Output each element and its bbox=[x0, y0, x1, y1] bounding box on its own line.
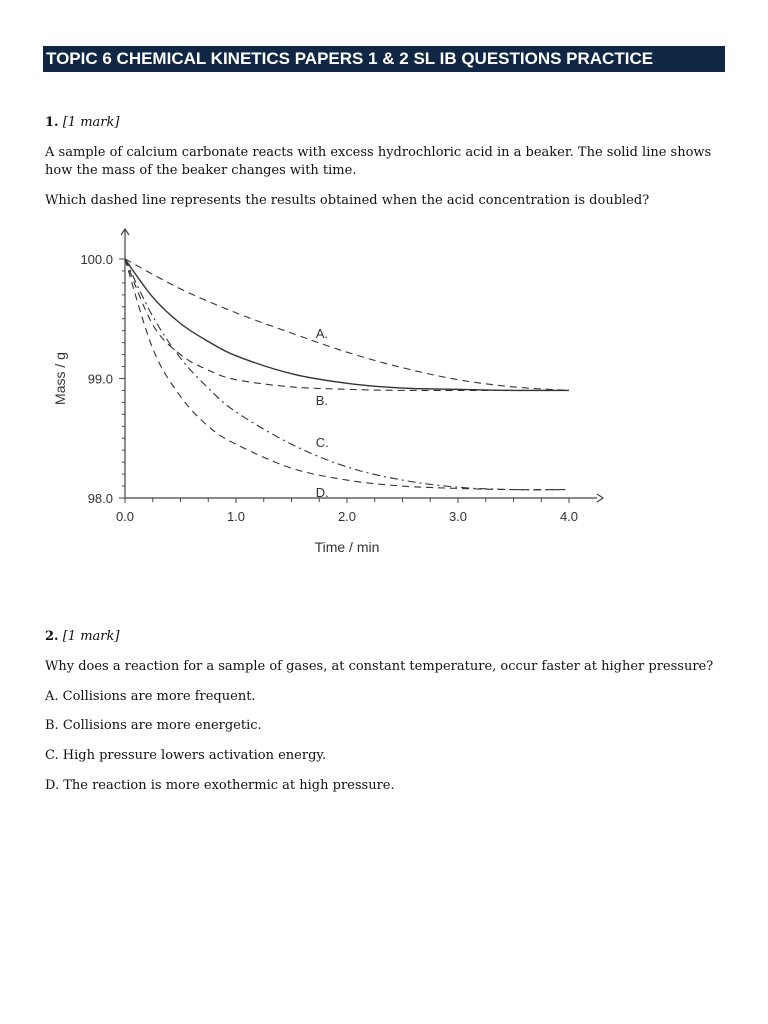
chart-curves bbox=[125, 259, 569, 490]
option-c: C. High pressure lowers activation energy. bbox=[45, 748, 327, 763]
question-1-marks: [1 mark] bbox=[62, 115, 120, 130]
option-a: A. Collisions are more frequent. bbox=[45, 689, 256, 704]
x-axis-arrow bbox=[597, 494, 603, 502]
question-2-marks: [1 mark] bbox=[62, 629, 120, 644]
curve-label: C. bbox=[315, 434, 329, 450]
x-tick-label: 0.0 bbox=[115, 509, 135, 524]
chart-labels bbox=[52, 252, 578, 555]
y-tick-label: 98.0 bbox=[87, 491, 113, 506]
question-1-header bbox=[45, 114, 725, 132]
mass-time-chart bbox=[45, 222, 610, 562]
page-title: TOPIC 6 CHEMICAL KINETICS PAPERS 1 & 2 SL IB QUESTIONS PRACTICE bbox=[43, 46, 725, 72]
question-2-text: Why does a reaction for a sample of gases, at constant temperature, occur faster at higher pressure? bbox=[45, 659, 714, 674]
x-tick-label: 2.0 bbox=[337, 509, 357, 524]
curve-label: D. bbox=[315, 485, 329, 501]
y-tick-label: 100.0 bbox=[80, 252, 113, 267]
question-1-number: 1. bbox=[45, 115, 59, 130]
question-2-number: 2. bbox=[45, 629, 59, 644]
x-axis-label: Time / min bbox=[314, 539, 380, 555]
y-axis-label: Mass / g bbox=[52, 352, 68, 405]
question-1-text: A sample of calcium carbonate reacts with excess hydrochloric acid in a beaker. The solid line shows how the mass of the beaker changes with time. bbox=[45, 145, 712, 178]
option-d: D. The reaction is more exothermic at high pressure. bbox=[45, 778, 395, 793]
x-tick-label: 4.0 bbox=[559, 509, 579, 524]
x-tick-label: 1.0 bbox=[226, 509, 246, 524]
x-tick-label: 3.0 bbox=[448, 509, 468, 524]
chart-axes bbox=[119, 229, 603, 503]
option-b: B. Collisions are more energetic. bbox=[45, 718, 262, 733]
y-tick-label: 99.0 bbox=[87, 371, 113, 387]
question-1-prompt: Which dashed line represents the results obtained when the acid concentration is doubled? bbox=[45, 193, 650, 208]
curve-label: B. bbox=[315, 393, 328, 409]
curve-label: A. bbox=[315, 326, 328, 342]
question-2-header bbox=[45, 628, 725, 646]
